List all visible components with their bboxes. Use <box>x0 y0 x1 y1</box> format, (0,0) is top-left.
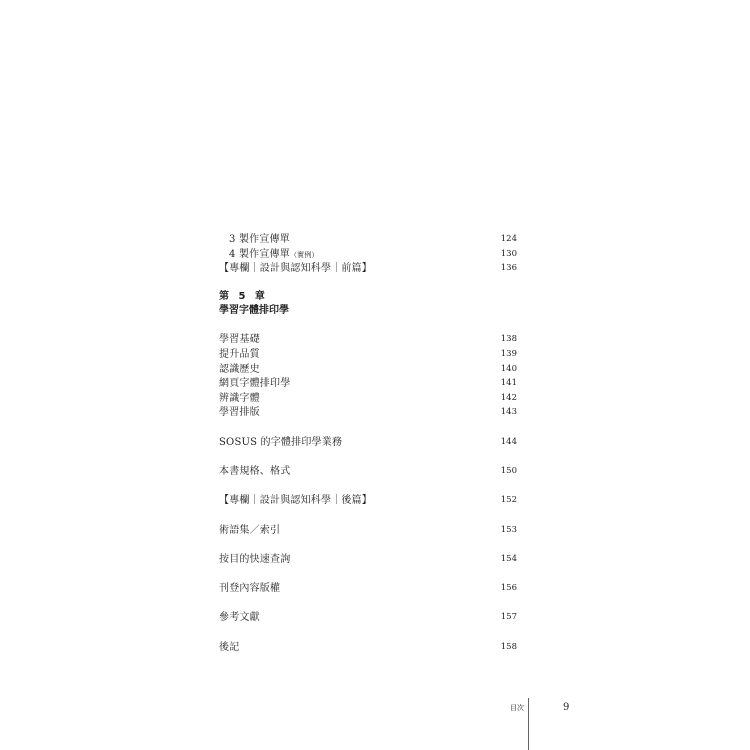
toc-entry-page: 143 <box>500 407 517 417</box>
toc-entry-label: 學習基礎 <box>219 334 260 345</box>
toc-entry <box>219 247 517 262</box>
toc-entry <box>219 362 517 377</box>
toc-entry-label: 4 製作宣傳單（實例） <box>229 249 319 260</box>
toc-section-page: 154 <box>500 554 517 564</box>
toc-entry-page: 124 <box>500 234 517 244</box>
toc-section <box>219 523 517 538</box>
toc-entry-page: 140 <box>500 364 517 374</box>
toc-entry <box>219 332 517 347</box>
toc-entry-page: 130 <box>500 249 517 259</box>
toc-section-page: 144 <box>500 437 517 447</box>
running-footer-label: 目次 <box>510 704 524 712</box>
chapter-number: 第 5 章 <box>219 291 266 302</box>
toc-section <box>219 640 517 655</box>
toc-entry-page: 138 <box>500 334 517 344</box>
toc-entry-page: 141 <box>500 378 517 388</box>
footer-divider <box>528 698 529 750</box>
page-number: 9 <box>563 702 570 713</box>
toc-section <box>219 493 517 508</box>
toc-section-label: 後記 <box>219 642 240 653</box>
toc-entry-page: 136 <box>500 263 517 273</box>
toc-section <box>219 435 517 450</box>
toc-section <box>219 581 517 596</box>
toc-entry-label: 提升品質 <box>219 349 260 360</box>
toc-section-page: 152 <box>500 495 517 505</box>
toc-entry-label: 網頁字體排印學 <box>219 378 291 389</box>
toc-entry-page: 142 <box>500 393 517 403</box>
toc-section-label: 按目的快速查詢 <box>219 554 291 565</box>
toc-entry-note: （實例） <box>289 251 319 259</box>
toc-entry-label: 辨識字體 <box>219 393 260 404</box>
toc-entry <box>219 376 517 391</box>
toc-section-label: SOSUS 的字體排印學業務 <box>219 437 343 448</box>
toc-section-label: 本書規格、格式 <box>219 466 291 477</box>
toc-section <box>219 610 517 625</box>
toc-section-page: 157 <box>500 612 517 622</box>
toc-entry <box>219 347 517 362</box>
toc-entry-label: 3 製作宣傳單 <box>229 234 290 245</box>
toc-section-label: 刊登內容版權 <box>219 583 281 594</box>
toc-entry <box>219 405 517 420</box>
toc-section <box>219 464 517 479</box>
toc-entry <box>219 391 517 406</box>
toc-section-label: 【專欄｜設計與認知科學｜後篇】 <box>219 495 372 506</box>
toc-entry-page: 139 <box>500 349 517 359</box>
toc-entry-label: 認識歷史 <box>219 364 260 375</box>
toc-section-page: 153 <box>500 525 517 535</box>
toc-entry <box>219 261 517 276</box>
toc-section-page: 158 <box>500 642 517 652</box>
toc-section-label: 術語集／索引 <box>219 525 281 536</box>
toc-entry <box>219 232 517 247</box>
toc-entry-label: 學習排版 <box>219 407 260 418</box>
toc-section <box>219 552 517 567</box>
toc-section-label: 參考文獻 <box>219 612 260 623</box>
chapter-title: 學習字體排印學 <box>219 305 289 316</box>
toc-entry-label: 【專欄｜設計與認知科學｜前篇】 <box>219 263 372 274</box>
toc-section-page: 150 <box>500 466 517 476</box>
toc-section-page: 156 <box>500 583 517 593</box>
